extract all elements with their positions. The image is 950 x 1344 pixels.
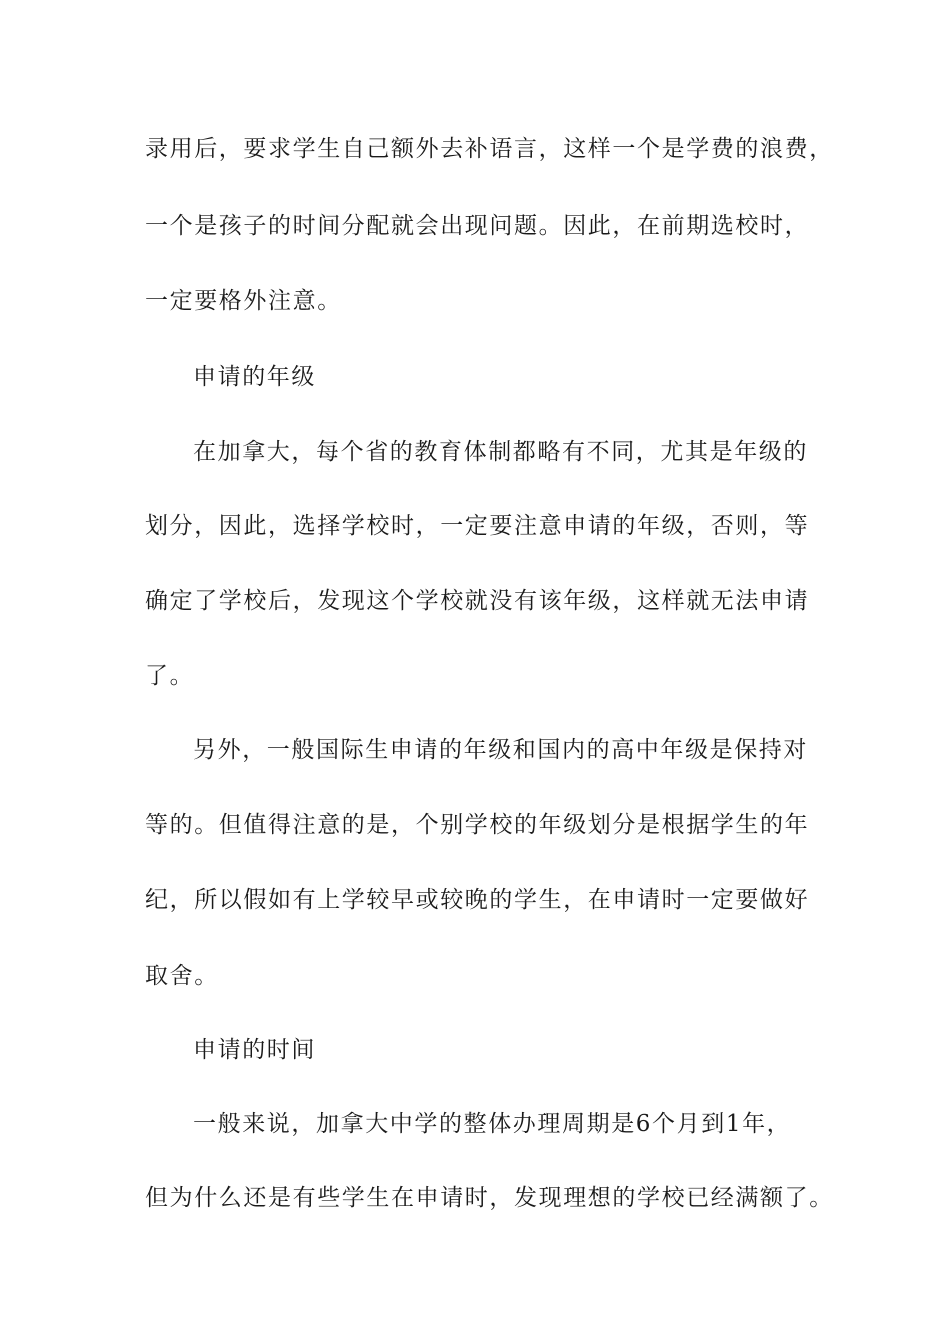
section-heading: 申请的年级 (193, 364, 316, 390)
paragraph-line: 另外，一般国际生申请的年级和国内的高中年级是保持对 (193, 737, 808, 763)
paragraph-line: 但为什么还是有些学生在申请时，发现理想的学校已经满额了。 (145, 1185, 834, 1211)
paragraph-line: 一个是孩子的时间分配就会出现问题。因此，在前期选校时， (145, 213, 810, 239)
paragraph-line: 一定要格外注意。 (145, 288, 342, 314)
section-heading: 申请的时间 (193, 1037, 316, 1063)
paragraph-line: 确定了学校后，发现这个学校就没有该年级，这样就无法申请 (145, 588, 810, 614)
paragraph-line: 等的。但值得注意的是，个别学校的年级划分是根据学生的年 (145, 812, 810, 838)
paragraph-line: 一般来说，加拿大中学的整体办理周期是6个月到1年， (193, 1111, 792, 1137)
paragraph-line: 了。 (145, 663, 195, 689)
paragraph-line: 在加拿大，每个省的教育体制都略有不同，尤其是年级的 (193, 439, 808, 465)
paragraph-line: 划分，因此，选择学校时，一定要注意申请的年级，否则，等 (145, 513, 810, 539)
paragraph-line: 取舍。 (145, 963, 219, 989)
paragraph-line: 录用后，要求学生自己额外去补语言，这样一个是学费的浪费， (145, 136, 834, 162)
paragraph-line: 纪，所以假如有上学较早或较晚的学生，在申请时一定要做好 (145, 887, 810, 913)
